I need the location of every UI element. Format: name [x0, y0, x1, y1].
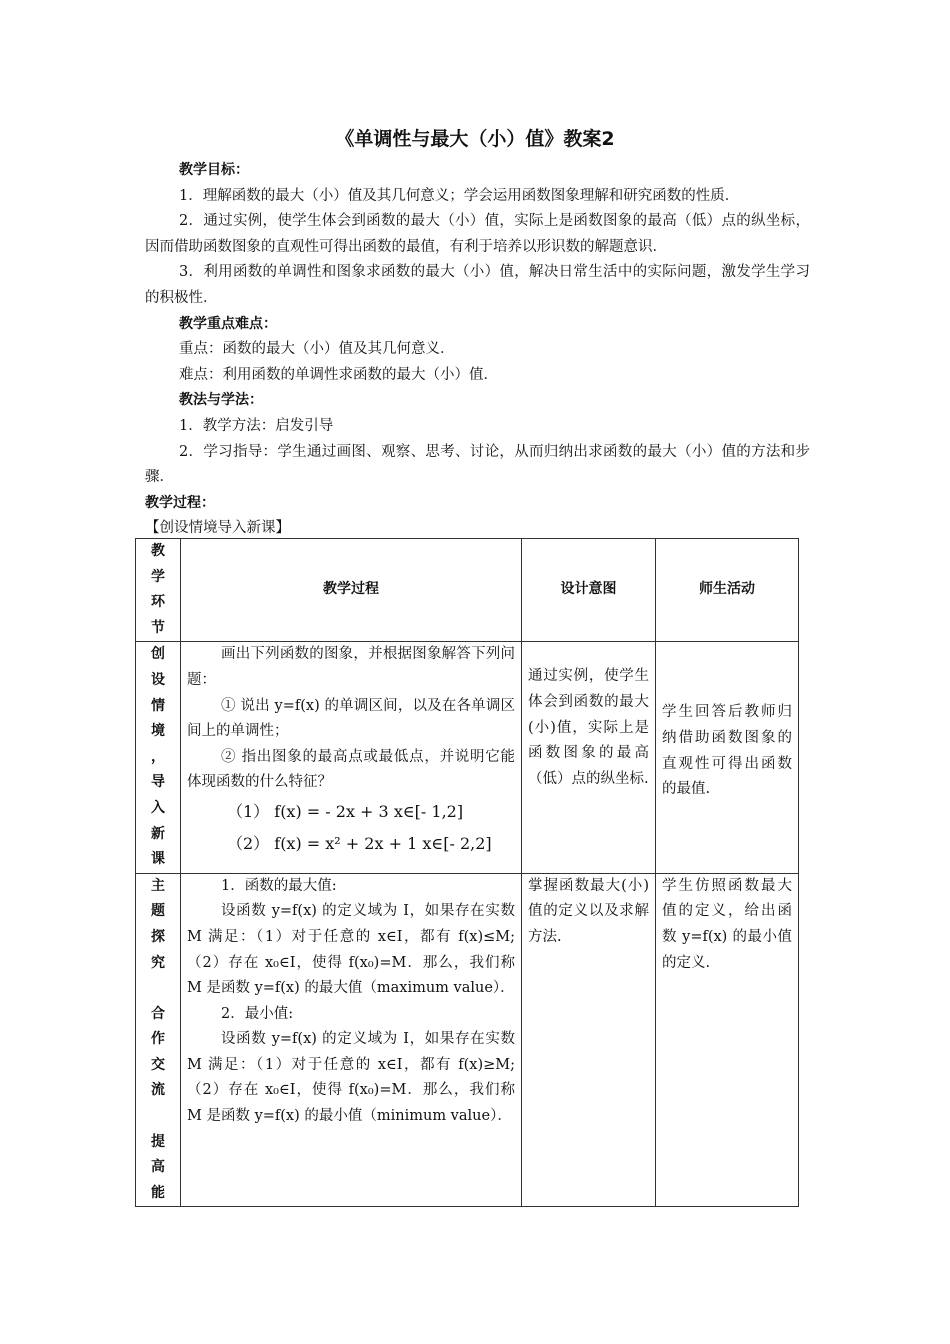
goal-item: 2．通过实例，使学生体会到函数的最大（小）值，实际上是函数图象的最高（低）点的纵坐标，因而借助函数图象的直观性可得出函数的最值，有利于培养以形识数的解题意识． — [145, 213, 810, 255]
intent-cell: 通过实例，使学生体会到函数的最大(小)值，实际上是函数图象的最高（低）点的纵坐标. — [522, 642, 656, 873]
max-definition: 设函数 y=f(x) 的定义域为 I，如果存在实数 M 满足：（1）对于任意的 x∈I，都有 f(x)≤M;（2）存在 x₀∈I，使得 f(x₀)=M．那么，我们称 M 是函数 y=f(x) 的最大值（maximum value）． — [187, 903, 515, 997]
process-heading: 教学过程： — [145, 494, 215, 511]
intro-text: 画出下列函数的图象，并根据图象解答下列问题： — [187, 646, 515, 688]
formula-1: （1） f(x) = - 2x + 3 x∈[- 1,2] — [227, 801, 464, 821]
table-row — [136, 873, 799, 1207]
header-process: 教学过程 — [181, 539, 522, 642]
method-item: 1．教学方法：启发引导 — [179, 417, 334, 434]
process-cell — [181, 642, 522, 873]
key-point: 重点：函数的最大（小）值及其几何意义． — [179, 341, 455, 358]
max-title: 1．函数的最大值: — [221, 877, 337, 894]
goal-item: 1．理解函数的最大（小）值及其几何意义；学会运用函数图象理解和研究函数的性质． — [179, 187, 740, 204]
document-title: 《单调性与最大（小）值》教案2 — [335, 128, 615, 150]
process-cell — [181, 873, 522, 1207]
document-body — [145, 158, 810, 542]
activity-cell: 学生回答后教师归纳借助函数图象的直观性可得出函数的最值. — [656, 642, 799, 873]
question-1: ① 说出 y=f(x) 的单调区间，以及在各单调区间上的单调性； — [187, 697, 515, 740]
header-activity: 师生活动 — [656, 539, 799, 642]
stage-cell: 主 题 探 究 合 作 交 流 提 高 能 — [136, 873, 181, 1207]
formula-2: （2） f(x) = x² + 2x + 1 x∈[- 2,2] — [227, 833, 492, 853]
intent-cell: 掌握函数最大(小)值的定义以及求解方法. — [522, 873, 656, 1207]
key-points-heading: 教学重点难点： — [179, 315, 277, 332]
table-row — [136, 642, 799, 873]
goal-item: 3．利用函数的单调性和图象求函数的最大（小）值，解决日常生活中的实际问题，激发学生学习的积极性． — [145, 264, 810, 306]
table-header-row — [136, 539, 799, 642]
key-point: 难点：利用函数的单调性求函数的最大（小）值． — [179, 366, 498, 383]
lesson-table — [135, 538, 799, 1207]
activity-cell: 学生仿照函数最大值的定义，给出函数 y=f(x) 的最小值的定义. — [656, 873, 799, 1207]
header-intent: 设计意图 — [522, 539, 656, 642]
goals-heading: 教学目标： — [179, 162, 249, 178]
section-label: 【创设情境导入新课】 — [145, 520, 290, 537]
method-item: 2．学习指导：学生通过画图、观察、思考、讨论，从而归纳出求函数的最大（小）值的方法和步骤． — [145, 443, 810, 486]
min-title: 2．最小值: — [221, 1005, 294, 1022]
header-stage: 教 学 环 节 — [136, 539, 181, 642]
methods-heading: 教法与学法： — [179, 392, 263, 409]
question-2: ② 指出图象的最高点或最低点，并说明它能体现函数的什么特征？ — [187, 748, 515, 791]
stage-cell: 创 设 情 境 ， 导 入 新 课 — [136, 642, 181, 873]
min-definition: 设函数 y=f(x) 的定义域为 I，如果存在实数 M 满足：（1）对于任意的 x∈I，都有 f(x)≥M;（2）存在 x₀∈I，使得 f(x₀)=M．那么，我们称 M 是函数 y=f(x) 的最小值（minimum value）． — [187, 1031, 515, 1125]
